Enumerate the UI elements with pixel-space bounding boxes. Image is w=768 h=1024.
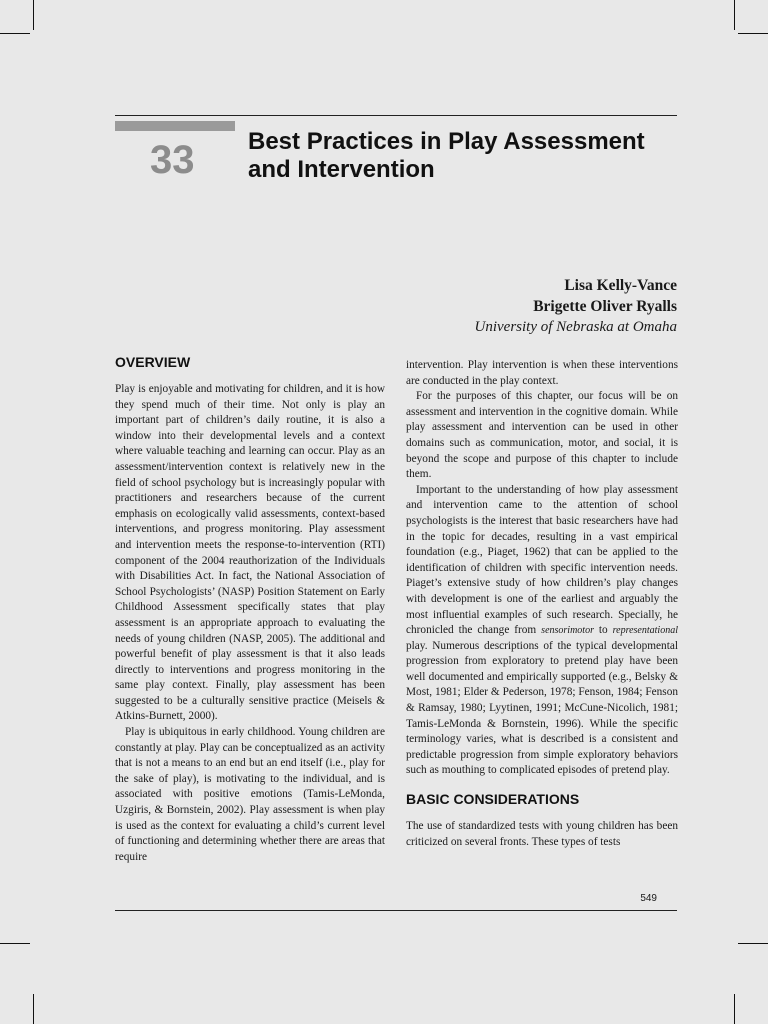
text-run: Important to the understanding of how play assessment and intervention came to the attention of school psychologists is the interest that basic researchers have had in the topic for decades, resulting in a vast empirical foundation (e.g., Piaget, 1962) that can be applied to the identification of children with specific intervention needs. Piaget’s extensive study of how children’s play changes with development is one of the earliest and arguably the most influential examples of such research. Specially, he chronicled the change from <box>406 483 678 637</box>
crop-mark-top-right-horizontal <box>738 33 768 34</box>
section-heading-overview: OVERVIEW <box>115 354 191 370</box>
crop-mark-bottom-right-horizontal <box>738 943 768 944</box>
crop-mark-top-left-horizontal <box>0 33 30 34</box>
chapter-title-line-1: Best Practices in Play Assessment <box>248 128 645 155</box>
chapter-accent-bar <box>115 121 235 131</box>
chapter-title-line-2: and Intervention <box>248 156 435 183</box>
chapter-title <box>248 128 688 184</box>
italic-term: representational <box>612 625 678 637</box>
crop-mark-bottom-left-vertical <box>33 994 34 1024</box>
text-run: to <box>593 624 613 637</box>
right-column <box>406 358 678 850</box>
crop-mark-bottom-right-vertical <box>734 994 735 1024</box>
section-heading-basic-considerations: BASIC CONSIDERATIONS <box>406 791 580 808</box>
header-rule <box>115 115 677 116</box>
footer-rule <box>115 910 677 911</box>
paragraph: The use of standardized tests with young children has been criticized on several fronts. These types of tests <box>406 820 678 848</box>
paragraph: intervention. Play intervention is when these interventions are conducted in the play context. <box>406 359 678 387</box>
author-affiliation: University of Nebraska at Omaha <box>474 319 677 335</box>
text-run: play. Numerous descriptions of the typical developmental progression from exploratory to pretend play have been well documented and empirically supported (e.g., Belsky & Most, 1981; Elder & Pederson, 1978; Fenson, 1984; Fenson & Ramsay, 1980; Lyytinen, 1991; McCune-Nicolich, 1981; Tamis-LeMonda & Bornstein, 1996). While the specific terminology varies, what is described is a consistent and predictable progression from simple exploratory behaviors such as mouthing to complicated episodes of pretend play. <box>406 639 678 777</box>
chapter-number: 33 <box>150 138 195 182</box>
author-name-2: Brigette Oliver Ryalls <box>533 298 677 315</box>
paragraph: Play is enjoyable and motivating for children, and it is how they spend much of their time. Not only is play an important part of children’s daily routine, it is also a window into their developmental levels and a context where valuable teaching and learning can occur. Play as an assessment/intervention context is relatively new in the field of school psychology but is increasingly popular with practitioners and researchers because of the current emphasis on ecologically valid assessments, context-based interventions, and progress monitoring. Play assessment and intervention meets the response-to-intervention (RTI) component of the 2004 reauthorization of the Individuals with Disabilities Act. In fact, the National Association of School Psychologists’ (NASP) Position Statement on Early Childhood Assessment specifically states that play assessment is an appropriate approach to evaluating the needs of young children (NASP, 2005). The additional and powerful benefit of play assessment is that it also leads directly to interventions and progress monitoring in the same play context. Finally, play assessment has been suggested to be a culturally sensitive practice (Meisels & Atkins-Burnett, 2000). <box>115 383 385 723</box>
author-block <box>475 275 677 338</box>
crop-mark-top-left-vertical <box>33 0 34 30</box>
crop-mark-top-right-vertical <box>734 0 735 30</box>
left-column <box>115 352 385 865</box>
crop-mark-bottom-left-horizontal <box>0 943 30 944</box>
italic-term: sensorimotor <box>541 625 594 637</box>
page-number: 549 <box>640 893 657 904</box>
paragraph: For the purposes of this chapter, our focus will be on assessment and intervention in the cognitive domain. While play assessment and intervention can be used in other domains such as communication, motor, and social, it is beyond the scope and purpose of this chapter to include them. <box>406 390 678 481</box>
paragraph <box>406 483 678 779</box>
paragraph: Play is ubiquitous in early childhood. Young children are constantly at play. Play can be conceptualized as an activity that is not a means to an end but an end itself (i.e., play for the sake of play), is motivating to the individual, and is associated with positive emotions (Tamis-LeMonda, Uzgiris, & Bornstein, 2002). Play assessment is when play is used as the context for evaluating a child’s current level of functioning and determining whether there are areas that require <box>115 726 385 863</box>
author-name-1: Lisa Kelly-Vance <box>564 277 677 294</box>
